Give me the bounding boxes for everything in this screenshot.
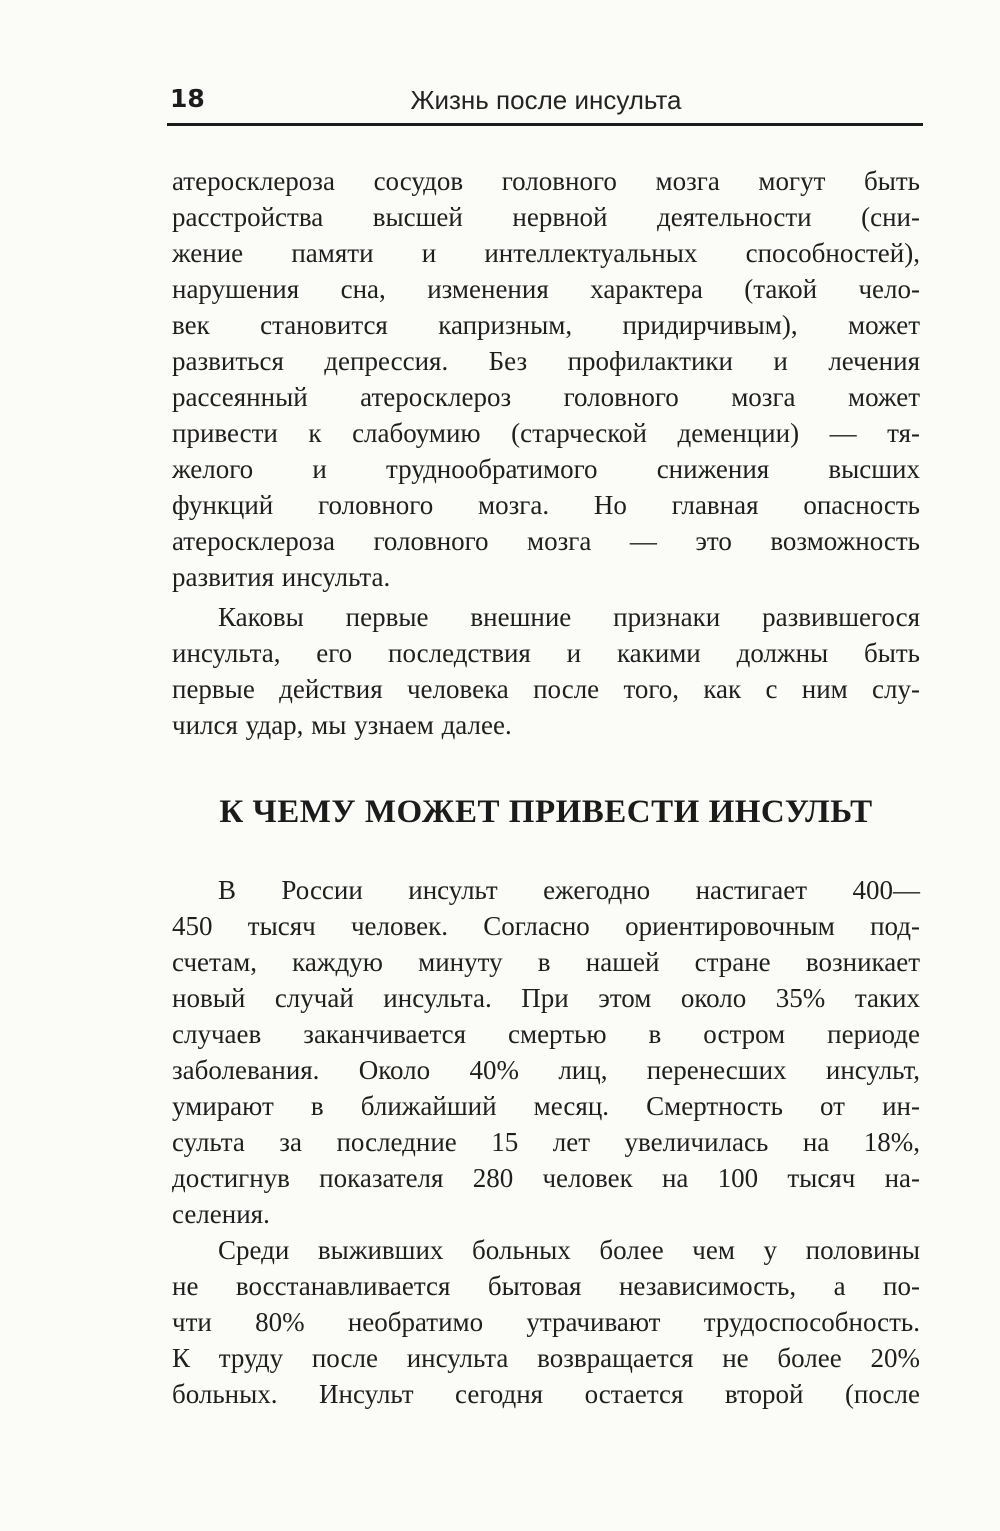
text-line: расстройства высшей нервной деятельности (сни- xyxy=(172,202,920,232)
text-line: рассеянный атеросклероз головного мозга может xyxy=(172,382,920,412)
text-line: новый случай инсульта. При этом около 35% таких xyxy=(172,983,920,1013)
text-line: Каковы первые внешние признаки развившегося xyxy=(218,602,920,632)
text-line: 450 тысяч человек. Согласно ориентировочным под- xyxy=(172,911,920,941)
text-line: не восстанавливается бытовая независимость, а по- xyxy=(172,1271,920,1301)
text-line: желого и труднообратимого снижения высших xyxy=(172,454,920,484)
text-line: Среди выживших больных более чем у половины xyxy=(218,1235,920,1265)
page-number: 18 xyxy=(170,84,205,113)
text-line: развития инсульта. xyxy=(172,562,391,592)
text-line: привести к слабоумию (старческой деменции) — тя- xyxy=(172,418,920,448)
paragraph xyxy=(172,1232,920,1412)
text-line: инсульта, его последствия и какими должны быть xyxy=(172,638,920,668)
text-line: селения. xyxy=(172,1199,270,1229)
text-line: чти 80% необратимо утрачивают трудоспособность. xyxy=(172,1307,920,1337)
text-line: счетам, каждую минуту в нашей стране возникает xyxy=(172,947,920,977)
text-line: атеросклероза сосудов головного мозга могут быть xyxy=(172,166,920,196)
text-line: случаев заканчивается смертью в остром периоде xyxy=(172,1019,920,1049)
running-title: Жизнь после инсульта xyxy=(410,85,682,115)
paragraph xyxy=(172,599,920,743)
text-line: функций головного мозга. Но главная опасность xyxy=(172,490,920,520)
text-line: больных. Инсульт сегодня остается второй (после xyxy=(172,1379,920,1409)
text-line: век становится капризным, придирчивым), может xyxy=(172,310,920,340)
text-line: К труду после инсульта возвращается не более 20% xyxy=(172,1343,920,1373)
text-line: чился удар, мы узнаем далее. xyxy=(172,710,512,740)
header-rule xyxy=(167,123,923,126)
text-line: сульта за последние 15 лет увеличилась на 18%, xyxy=(172,1127,920,1157)
paragraph xyxy=(172,872,920,1232)
text-line: В России инсульт ежегодно настигает 400— xyxy=(218,875,920,905)
text-line: заболевания. Около 40% лиц, перенесших инсульт, xyxy=(172,1055,920,1085)
section-heading: К ЧЕМУ МОЖЕТ ПРИВЕСТИ ИНСУЛЬТ xyxy=(219,794,873,830)
text-line: первые действия человека после того, как с ним слу- xyxy=(172,674,920,704)
paragraph xyxy=(172,163,920,595)
text-line: нарушения сна, изменения характера (такой чело- xyxy=(172,274,920,304)
text-line: достигнув показателя 280 человек на 100 тысяч на- xyxy=(172,1163,920,1193)
text-line: умирают в ближайший месяц. Смертность от ин- xyxy=(172,1091,920,1121)
text-line: жение памяти и интеллектуальных способностей), xyxy=(172,238,920,268)
text-line: атеросклероза головного мозга — это возможность xyxy=(172,526,920,556)
text-line: развиться депрессия. Без профилактики и лечения xyxy=(172,346,920,376)
